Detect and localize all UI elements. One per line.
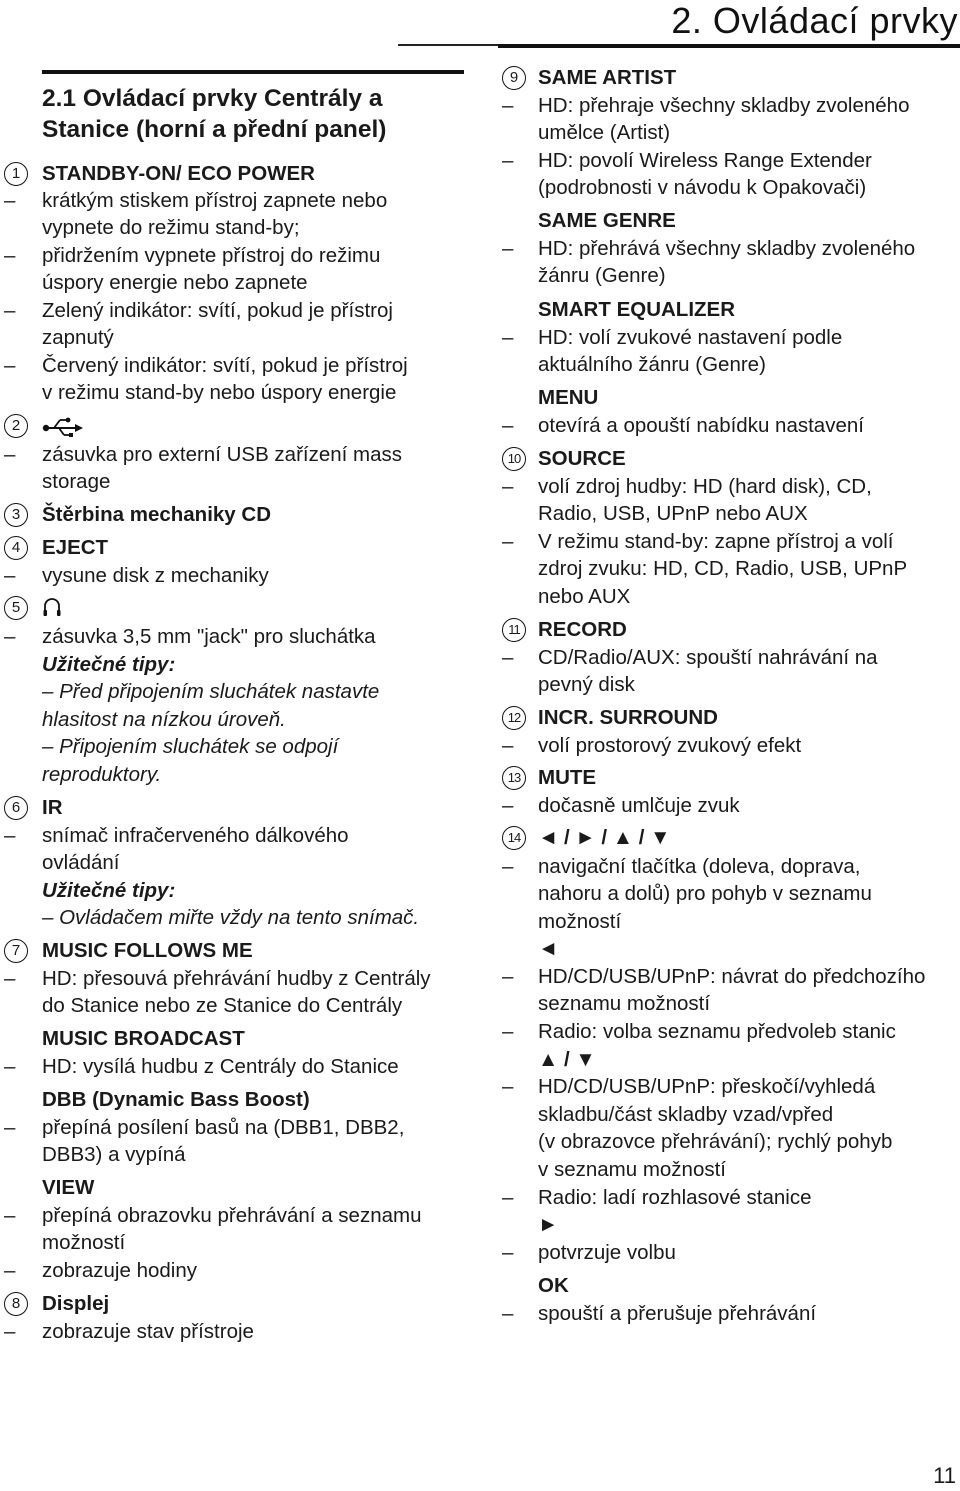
item-1-line: Červený indikátor: svítí, pokud je přístroj [42, 354, 408, 377]
dash: – [502, 1020, 514, 1043]
item-14-line: HD/CD/USB/UPnP: přeskočí/vyhledá [538, 1075, 876, 1098]
item-14-subheading: OK [538, 1274, 569, 1297]
item-7-subheading: MUSIC BROADCAST [42, 1027, 245, 1050]
dash: – [502, 855, 514, 878]
dash: – [4, 824, 16, 847]
item-14-line: spouští a přerušuje přehrávání [538, 1302, 817, 1325]
dash: – [502, 1302, 514, 1325]
item-number-14: 14 [502, 826, 526, 850]
item-8-line: zobrazuje stav přístroje [42, 1320, 254, 1343]
tip-line: – Ovládačem miřte vždy na tento snímač. [42, 906, 420, 929]
item-number-3: 3 [4, 503, 28, 527]
item-14-subheading: ▲ / ▼ [538, 1048, 596, 1071]
item-4-line: vysune disk z mechaniky [42, 564, 269, 587]
item-13-heading: MUTE [538, 766, 597, 789]
section-title: 2.1 Ovládací prvky Centrály a Stanice (horní a přední panel) [42, 85, 387, 143]
dash: – [502, 794, 514, 817]
item-1-line: Zelený indikátor: svítí, pokud je přístroj [42, 299, 393, 322]
headphones-icon [42, 596, 62, 620]
item-number-4: 4 [4, 536, 28, 560]
item-13-line: dočasně umlčuje zvuk [538, 794, 740, 817]
item-9-subheading: MENU [538, 386, 599, 409]
item-1-line: přidržením vypnete přístroj do režimu [42, 244, 381, 267]
item-9-heading: SAME ARTIST [538, 66, 677, 89]
dash: – [4, 1116, 16, 1139]
usb-icon [42, 416, 84, 440]
dash: – [502, 414, 514, 437]
dash: – [4, 1320, 16, 1343]
item-2-line: zásuvka pro externí USB zařízení mass [42, 443, 403, 466]
item-12-line: volí prostorový zvukový efekt [538, 734, 802, 757]
item-7-subheading: VIEW [42, 1176, 95, 1199]
item-7-line: zobrazuje hodiny [42, 1259, 197, 1282]
item-14-line: seznamu možností [538, 992, 711, 1015]
dash: – [4, 299, 16, 322]
item-12-heading: INCR. SURROUND [538, 706, 718, 729]
dash: – [502, 530, 514, 553]
item-number-8: 8 [4, 1292, 28, 1316]
item-8-heading: Displej [42, 1292, 110, 1315]
item-14-line: možností [538, 910, 622, 933]
item-9-line: otevírá a opouští nabídku nastavení [538, 414, 864, 437]
left-column-rule [42, 70, 464, 74]
item-14-subheading: ◄ [538, 937, 559, 960]
item-number-9: 9 [502, 66, 526, 90]
item-9-line: HD: přehrává všechny skladby zvoleného [538, 237, 916, 260]
item-9-subheading: SAME GENRE [538, 209, 676, 232]
item-number-1: 1 [4, 162, 28, 186]
item-9-line: žánru (Genre) [538, 264, 666, 287]
item-7-line: HD: přesouvá přehrávání hudby z Centrály [42, 967, 431, 990]
dash: – [4, 354, 16, 377]
item-number-13: 13 [502, 766, 526, 790]
dash: – [502, 1241, 514, 1264]
item-14-line: potvrzuje volbu [538, 1241, 676, 1264]
dash: – [4, 564, 16, 587]
item-9-line: HD: volí zvukové nastavení podle [538, 326, 843, 349]
item-9-line: umělce (Artist) [538, 121, 671, 144]
tip-line: hlasitost na nízkou úroveň. [42, 708, 286, 731]
dash: – [4, 443, 16, 466]
item-7-subheading: DBB (Dynamic Bass Boost) [42, 1088, 310, 1111]
item-14-line: nahoru a dolů) pro pohyb v seznamu [538, 882, 872, 905]
item-7-heading: MUSIC FOLLOWS ME [42, 939, 253, 962]
item-4-heading: EJECT [42, 536, 109, 559]
item-14-line: skladbu/část skladby vzad/vpřed [538, 1103, 834, 1126]
dash: – [502, 965, 514, 988]
tip-line: reproduktory. [42, 763, 162, 786]
page-header-title: 2. Ovládací prvky [671, 0, 958, 41]
item-14-subheading: ► [538, 1213, 559, 1236]
item-9-subheading: SMART EQUALIZER [538, 298, 736, 321]
item-number-6: 6 [4, 796, 28, 820]
tip-line: – Před připojením sluchátek nastavte [42, 680, 380, 703]
item-number-5: 5 [4, 596, 28, 620]
item-9-line: (podrobnosti v návodu k Opakovači) [538, 176, 867, 199]
item-2-line: storage [42, 470, 111, 493]
item-number-12: 12 [502, 706, 526, 730]
item-14-line: HD/CD/USB/UPnP: návrat do předchozího [538, 965, 926, 988]
item-1-line: vypnete do režimu stand-by; [42, 216, 300, 239]
item-14-line: v seznamu možností [538, 1158, 726, 1181]
item-10-line: V režimu stand-by: zapne přístroj a volí [538, 530, 894, 553]
item-1-heading: STANDBY-ON/ ECO POWER [42, 162, 315, 185]
page-number: 11 [933, 1463, 956, 1488]
dash: – [4, 189, 16, 212]
dash: – [502, 1075, 514, 1098]
item-3-heading: Štěrbina mechaniky CD [42, 503, 271, 526]
dash: – [4, 1055, 16, 1078]
item-number-11: 11 [502, 618, 526, 642]
item-10-line: Radio, USB, UPnP nebo AUX [538, 502, 808, 525]
dash: – [4, 1204, 16, 1227]
tips-heading: Užitečné tipy: [42, 653, 176, 676]
dash: – [4, 1259, 16, 1282]
item-14-heading: ◄ / ► / ▲ / ▼ [538, 826, 671, 849]
item-14-line: Radio: volba seznamu předvoleb stanic [538, 1020, 896, 1043]
item-10-line: nebo AUX [538, 585, 631, 608]
dash: – [502, 237, 514, 260]
item-9-line: HD: povolí Wireless Range Extender [538, 149, 872, 172]
item-1-line: v režimu stand-by nebo úspory energie [42, 381, 397, 404]
item-number-2: 2 [4, 414, 28, 438]
dash: – [502, 94, 514, 117]
item-10-line: zdroj zvuku: HD, CD, Radio, USB, UPnP [538, 557, 908, 580]
item-1-line: krátkým stiskem přístroj zapnete nebo [42, 189, 388, 212]
item-7-line: do Stanice nebo ze Stanice do Centrály [42, 994, 403, 1017]
tips-heading: Užitečné tipy: [42, 879, 176, 902]
item-6-line: ovládání [42, 851, 120, 874]
item-number-10: 10 [502, 447, 526, 471]
item-1-line: úspory energie nebo zapnete [42, 271, 308, 294]
dash: – [502, 326, 514, 349]
dash: – [502, 475, 514, 498]
item-7-line: možností [42, 1231, 126, 1254]
item-11-heading: RECORD [538, 618, 627, 641]
item-6-heading: IR [42, 796, 63, 819]
dash: – [502, 734, 514, 757]
item-10-heading: SOURCE [538, 447, 626, 470]
item-14-line: (v obrazovce přehrávání); rychlý pohyb [538, 1130, 893, 1153]
right-column-rule [498, 44, 960, 48]
item-6-line: snímač infračerveného dálkového [42, 824, 349, 847]
dash: – [4, 244, 16, 267]
item-14-line: navigační tlačítka (doleva, doprava, [538, 855, 861, 878]
item-11-line: CD/Radio/AUX: spouští nahrávání na [538, 646, 878, 669]
dash: – [502, 1186, 514, 1209]
item-number-7: 7 [4, 939, 28, 963]
item-9-line: aktuálního žánru (Genre) [538, 353, 766, 376]
item-10-line: volí zdroj hudby: HD (hard disk), CD, [538, 475, 872, 498]
item-14-line: Radio: ladí rozhlasové stanice [538, 1186, 812, 1209]
item-11-line: pevný disk [538, 673, 635, 696]
item-7-line: přepíná obrazovku přehrávání a seznamu [42, 1204, 422, 1227]
item-7-line: HD: vysílá hudbu z Centrály do Stanice [42, 1055, 399, 1078]
item-1-line: zapnutý [42, 326, 114, 349]
tip-line: – Připojením sluchátek se odpojí [42, 735, 339, 758]
item-7-line: DBB3) a vypíná [42, 1143, 186, 1166]
item-5-line: zásuvka 3,5 mm "jack" pro sluchátka [42, 625, 376, 648]
dash: – [4, 967, 16, 990]
item-9-line: HD: přehraje všechny skladby zvoleného [538, 94, 910, 117]
dash: – [502, 646, 514, 669]
dash: – [4, 625, 16, 648]
item-7-line: přepíná posílení basů na (DBB1, DBB2, [42, 1116, 405, 1139]
dash: – [502, 149, 514, 172]
